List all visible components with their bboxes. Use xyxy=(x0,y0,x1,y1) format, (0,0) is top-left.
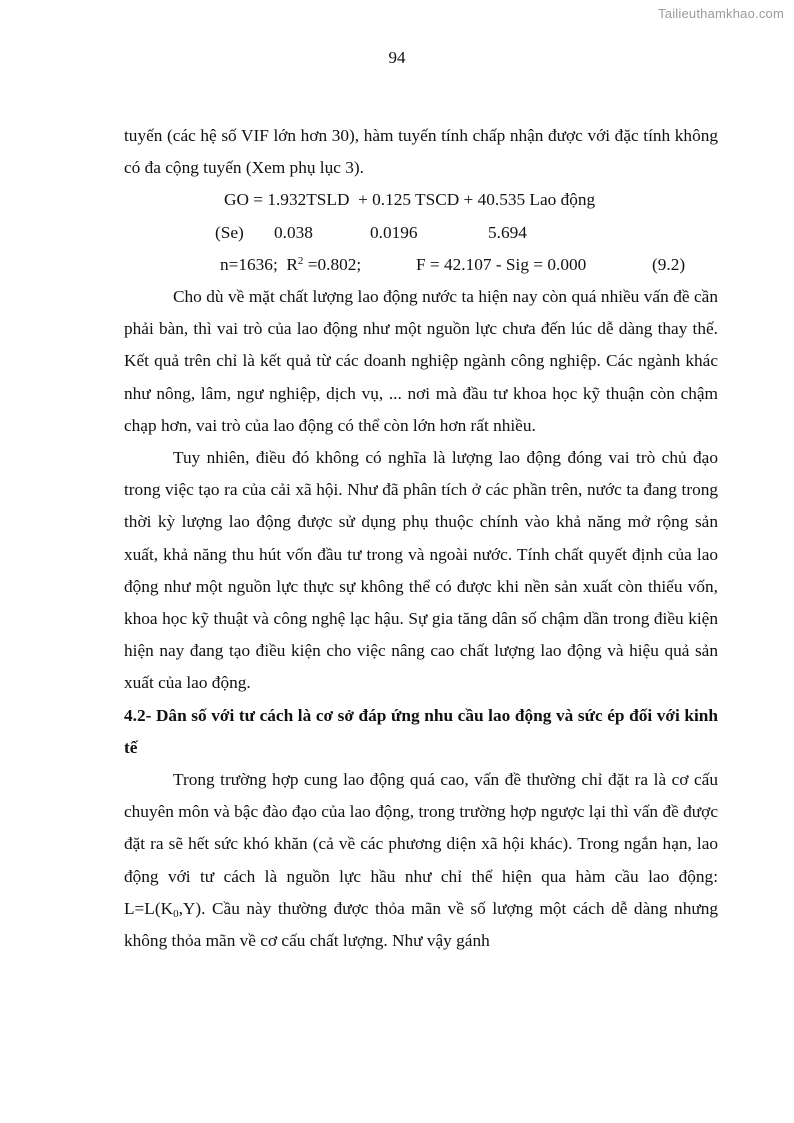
stat-n-r2 xyxy=(220,249,361,281)
r-squared-exponent: 2 xyxy=(297,254,304,267)
stat-n: n=1636; R xyxy=(220,254,298,274)
equation-formula: GO = 1.932TSLD + 0.125 TSCD + 40.535 Lao động xyxy=(224,190,596,210)
equation-number: (9.2) xyxy=(652,254,686,274)
intro-paragraph: tuyến (các hệ số VIF lớn hơn 30), hàm tuyến tính chấp nhận được với đặc tính không có đa cộng tuyến (Xem phụ lục 3). xyxy=(124,126,718,178)
watermark: Tailieuthamkhao.com xyxy=(658,6,784,21)
se-value-tsld: 0.038 xyxy=(274,222,313,242)
paragraph-3-part-b: ,Y). Cầu này thường được thỏa mãn về số lượng một cách dễ dàng nhưng không thỏa mãn về cơ cấu chất lượng. Như vậy gánh xyxy=(124,898,718,951)
section-heading: 4.2- Dân số với tư cách là cơ sở đáp ứng nhu cầu lao động và sức ép đối với kinh tế xyxy=(124,705,718,757)
standard-errors-row xyxy=(124,217,718,249)
stat-r-value: =0.802; xyxy=(303,254,362,274)
paragraph-2: Tuy nhiên, điều đó không có nghĩa là lượng lao động đóng vai trò chủ đạo trong việc tạo ra của cải xã hội. Như đã phân tích ở các phần trên, nước ta đang trong thời kỳ lượng lao động được sử dụng phụ thuộc chính vào khả năng mở rộng sản xuất, khả năng thu hút vốn đầu tư trong và ngoài nước. Tính chất quyết định của lao động như một nguồn lực thực sự không thể có được khi nền sản xuất còn thiếu vốn, khoa học kỹ thuật và công nghệ lạc hậu. Sự gia tăng dân số chậm dần trong điều kiện hiện nay đang tạo điều kiện cho việc nâng cao chất lượng lao động và hiệu quả sản xuất của lao động. xyxy=(124,447,718,693)
stat-f: F = 42.107 - Sig = 0.000 xyxy=(416,254,587,274)
se-value-tscd: 0.0196 xyxy=(370,222,418,242)
se-label: (Se) xyxy=(215,222,244,242)
paragraph-3-part-a: Trong trường hợp cung lao động quá cao, vấn đề thường chỉ đặt ra là cơ cấu chuyên môn và bậc đào đạo của lao động, trong trường hợp ngược lại thì vấn đề được đặt ra sẽ hết sức khó khăn (cả về các phương diện xã hội khác). Trong ngắn hạn, lao động với tư cách là nguồn lực hầu như chỉ thể hiện qua hàm cầu lao động: L=L(K xyxy=(124,770,718,918)
regression-equation xyxy=(124,184,718,216)
k-subscript: 0 xyxy=(173,907,179,920)
page-content xyxy=(124,120,718,957)
se-value-labor: 5.694 xyxy=(488,222,527,242)
page-number: 94 xyxy=(388,48,406,67)
statistics-row xyxy=(124,249,718,281)
paragraph-1: Cho dù về mặt chất lượng lao động nước ta hiện nay còn quá nhiều vấn đề cần phải bàn, thì vai trò của lao động như một nguồn lực chưa đến lúc dễ dàng thay thế. Kết quả trên chỉ là kết quả từ các doanh nghiệp ngành công nghiệp. Các ngành khác như nông, lâm, ngư nghiệp, dịch vụ, ... nơi mà đầu tư khoa học kỹ thuận còn chậm chạp hơn, vai trò của lao động có thể còn lớn hơn rất nhiều. xyxy=(124,286,718,435)
paragraph-3 xyxy=(124,764,718,957)
